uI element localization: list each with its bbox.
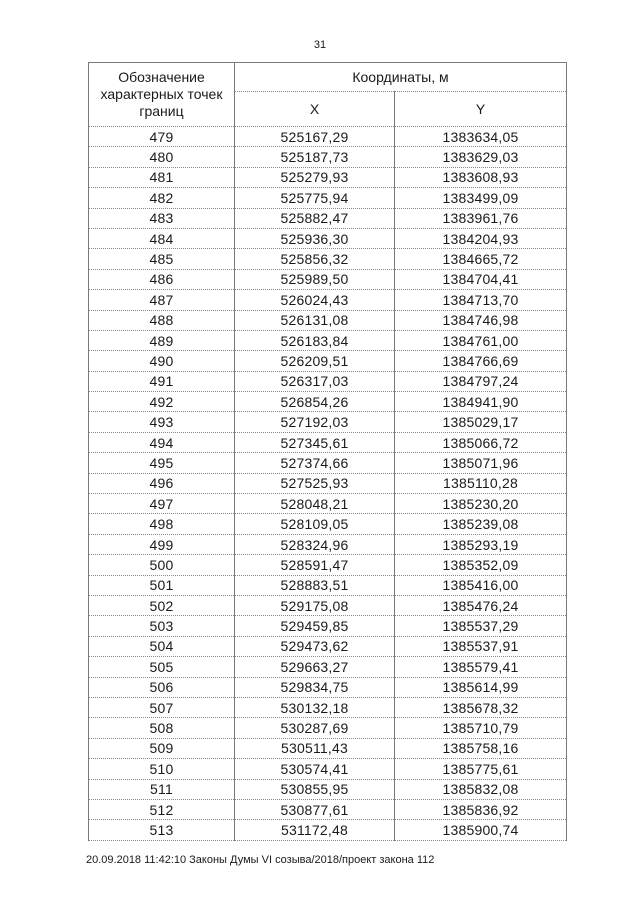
header-point-designation: Обозначение характерных точек границ <box>89 63 235 127</box>
cell-x: 525167,29 <box>235 127 395 147</box>
cell-y: 1383499,09 <box>395 188 567 208</box>
coordinates-table <box>88 62 567 841</box>
cell-y: 1385758,16 <box>395 738 567 758</box>
cell-y: 1385416,00 <box>395 575 567 595</box>
cell-x: 531172,48 <box>235 820 395 840</box>
cell-y: 1385579,41 <box>395 657 567 677</box>
cell-point: 509 <box>89 738 235 758</box>
cell-x: 526024,43 <box>235 290 395 310</box>
cell-x: 526183,84 <box>235 330 395 350</box>
header-y: Y <box>395 92 567 127</box>
cell-y: 1383629,03 <box>395 147 567 167</box>
cell-x: 528109,05 <box>235 514 395 534</box>
cell-x: 525279,93 <box>235 167 395 187</box>
cell-y: 1383608,93 <box>395 167 567 187</box>
table-row <box>89 820 567 840</box>
cell-y: 1383961,76 <box>395 208 567 228</box>
cell-point: 496 <box>89 473 235 493</box>
cell-y: 1383634,05 <box>395 127 567 147</box>
cell-point: 513 <box>89 820 235 840</box>
cell-x: 530574,41 <box>235 759 395 779</box>
table-row <box>89 799 567 819</box>
cell-x: 530287,69 <box>235 718 395 738</box>
cell-point: 512 <box>89 799 235 819</box>
table-row <box>89 147 567 167</box>
cell-y: 1385110,28 <box>395 473 567 493</box>
cell-point: 503 <box>89 616 235 636</box>
cell-x: 526854,26 <box>235 392 395 412</box>
table-row <box>89 534 567 554</box>
cell-x: 530511,43 <box>235 738 395 758</box>
cell-y: 1385537,29 <box>395 616 567 636</box>
cell-y: 1385071,96 <box>395 453 567 473</box>
cell-point: 491 <box>89 371 235 391</box>
table-row <box>89 616 567 636</box>
cell-y: 1385710,79 <box>395 718 567 738</box>
cell-x: 526317,03 <box>235 371 395 391</box>
cell-point: 485 <box>89 249 235 269</box>
table-row <box>89 473 567 493</box>
table-row <box>89 779 567 799</box>
cell-x: 525775,94 <box>235 188 395 208</box>
cell-y: 1385029,17 <box>395 412 567 432</box>
cell-point: 505 <box>89 657 235 677</box>
table-row <box>89 738 567 758</box>
table-row <box>89 167 567 187</box>
table-row <box>89 697 567 717</box>
cell-y: 1384797,24 <box>395 371 567 391</box>
table-header <box>89 63 567 127</box>
cell-point: 484 <box>89 228 235 248</box>
cell-y: 1385293,19 <box>395 534 567 554</box>
cell-x: 525187,73 <box>235 147 395 167</box>
cell-y: 1384766,69 <box>395 351 567 371</box>
cell-x: 526131,08 <box>235 310 395 330</box>
table-body <box>89 127 567 841</box>
table-row <box>89 371 567 391</box>
cell-y: 1384746,98 <box>395 310 567 330</box>
cell-x: 525989,50 <box>235 269 395 289</box>
cell-y: 1385832,08 <box>395 779 567 799</box>
table-row <box>89 412 567 432</box>
table-row <box>89 330 567 350</box>
table-row <box>89 595 567 615</box>
cell-point: 487 <box>89 290 235 310</box>
cell-y: 1384713,70 <box>395 290 567 310</box>
header-coordinates: Координаты, м <box>235 63 567 92</box>
table-row <box>89 432 567 452</box>
table-row <box>89 188 567 208</box>
table-row <box>89 208 567 228</box>
cell-x: 529834,75 <box>235 677 395 697</box>
cell-point: 504 <box>89 636 235 656</box>
page-number: 31 <box>313 39 327 51</box>
cell-y: 1384941,90 <box>395 392 567 412</box>
cell-y: 1385352,09 <box>395 555 567 575</box>
cell-y: 1385239,08 <box>395 514 567 534</box>
table-row <box>89 228 567 248</box>
cell-point: 497 <box>89 494 235 514</box>
table-row <box>89 514 567 534</box>
cell-point: 495 <box>89 453 235 473</box>
table-row <box>89 310 567 330</box>
cell-point: 510 <box>89 759 235 779</box>
cell-x: 530877,61 <box>235 799 395 819</box>
cell-x: 525936,30 <box>235 228 395 248</box>
cell-point: 501 <box>89 575 235 595</box>
table-row <box>89 575 567 595</box>
cell-x: 529175,08 <box>235 595 395 615</box>
table-row <box>89 249 567 269</box>
cell-y: 1384704,41 <box>395 269 567 289</box>
cell-point: 481 <box>89 167 235 187</box>
cell-point: 494 <box>89 432 235 452</box>
cell-point: 492 <box>89 392 235 412</box>
cell-x: 528324,96 <box>235 534 395 554</box>
cell-y: 1385900,74 <box>395 820 567 840</box>
cell-x: 528883,51 <box>235 575 395 595</box>
cell-point: 508 <box>89 718 235 738</box>
cell-y: 1384204,93 <box>395 228 567 248</box>
table-row <box>89 127 567 147</box>
cell-point: 507 <box>89 697 235 717</box>
cell-x: 527525,93 <box>235 473 395 493</box>
cell-point: 499 <box>89 534 235 554</box>
cell-y: 1385066,72 <box>395 432 567 452</box>
table-row <box>89 290 567 310</box>
cell-y: 1384761,00 <box>395 330 567 350</box>
cell-y: 1385775,61 <box>395 759 567 779</box>
cell-point: 486 <box>89 269 235 289</box>
cell-y: 1385537,91 <box>395 636 567 656</box>
cell-point: 506 <box>89 677 235 697</box>
table-row <box>89 392 567 412</box>
cell-x: 529473,62 <box>235 636 395 656</box>
table-row <box>89 718 567 738</box>
table-row <box>89 494 567 514</box>
cell-y: 1385476,24 <box>395 595 567 615</box>
cell-point: 480 <box>89 147 235 167</box>
cell-x: 530132,18 <box>235 697 395 717</box>
header-row-top <box>89 63 567 92</box>
table-row <box>89 677 567 697</box>
footer-note: 20.09.2018 11:42:10 Законы Думы VI созыва/2018/проект закона 112 <box>86 854 435 866</box>
cell-y: 1385836,92 <box>395 799 567 819</box>
cell-x: 525856,32 <box>235 249 395 269</box>
cell-y: 1385678,32 <box>395 697 567 717</box>
cell-point: 498 <box>89 514 235 534</box>
table-row <box>89 351 567 371</box>
table-row <box>89 636 567 656</box>
cell-point: 493 <box>89 412 235 432</box>
cell-y: 1385230,20 <box>395 494 567 514</box>
cell-point: 488 <box>89 310 235 330</box>
cell-y: 1385614,99 <box>395 677 567 697</box>
cell-point: 482 <box>89 188 235 208</box>
cell-x: 527374,66 <box>235 453 395 473</box>
cell-x: 528591,47 <box>235 555 395 575</box>
table-row <box>89 555 567 575</box>
cell-x: 525882,47 <box>235 208 395 228</box>
cell-point: 500 <box>89 555 235 575</box>
cell-point: 483 <box>89 208 235 228</box>
cell-x: 527345,61 <box>235 432 395 452</box>
cell-point: 489 <box>89 330 235 350</box>
cell-x: 530855,95 <box>235 779 395 799</box>
table-row <box>89 759 567 779</box>
table-row <box>89 657 567 677</box>
cell-point: 502 <box>89 595 235 615</box>
cell-point: 511 <box>89 779 235 799</box>
table-row <box>89 269 567 289</box>
cell-x: 529459,85 <box>235 616 395 636</box>
cell-x: 526209,51 <box>235 351 395 371</box>
cell-x: 528048,21 <box>235 494 395 514</box>
cell-x: 527192,03 <box>235 412 395 432</box>
header-x: X <box>235 92 395 127</box>
cell-point: 479 <box>89 127 235 147</box>
cell-point: 490 <box>89 351 235 371</box>
table-row <box>89 453 567 473</box>
cell-y: 1384665,72 <box>395 249 567 269</box>
cell-x: 529663,27 <box>235 657 395 677</box>
